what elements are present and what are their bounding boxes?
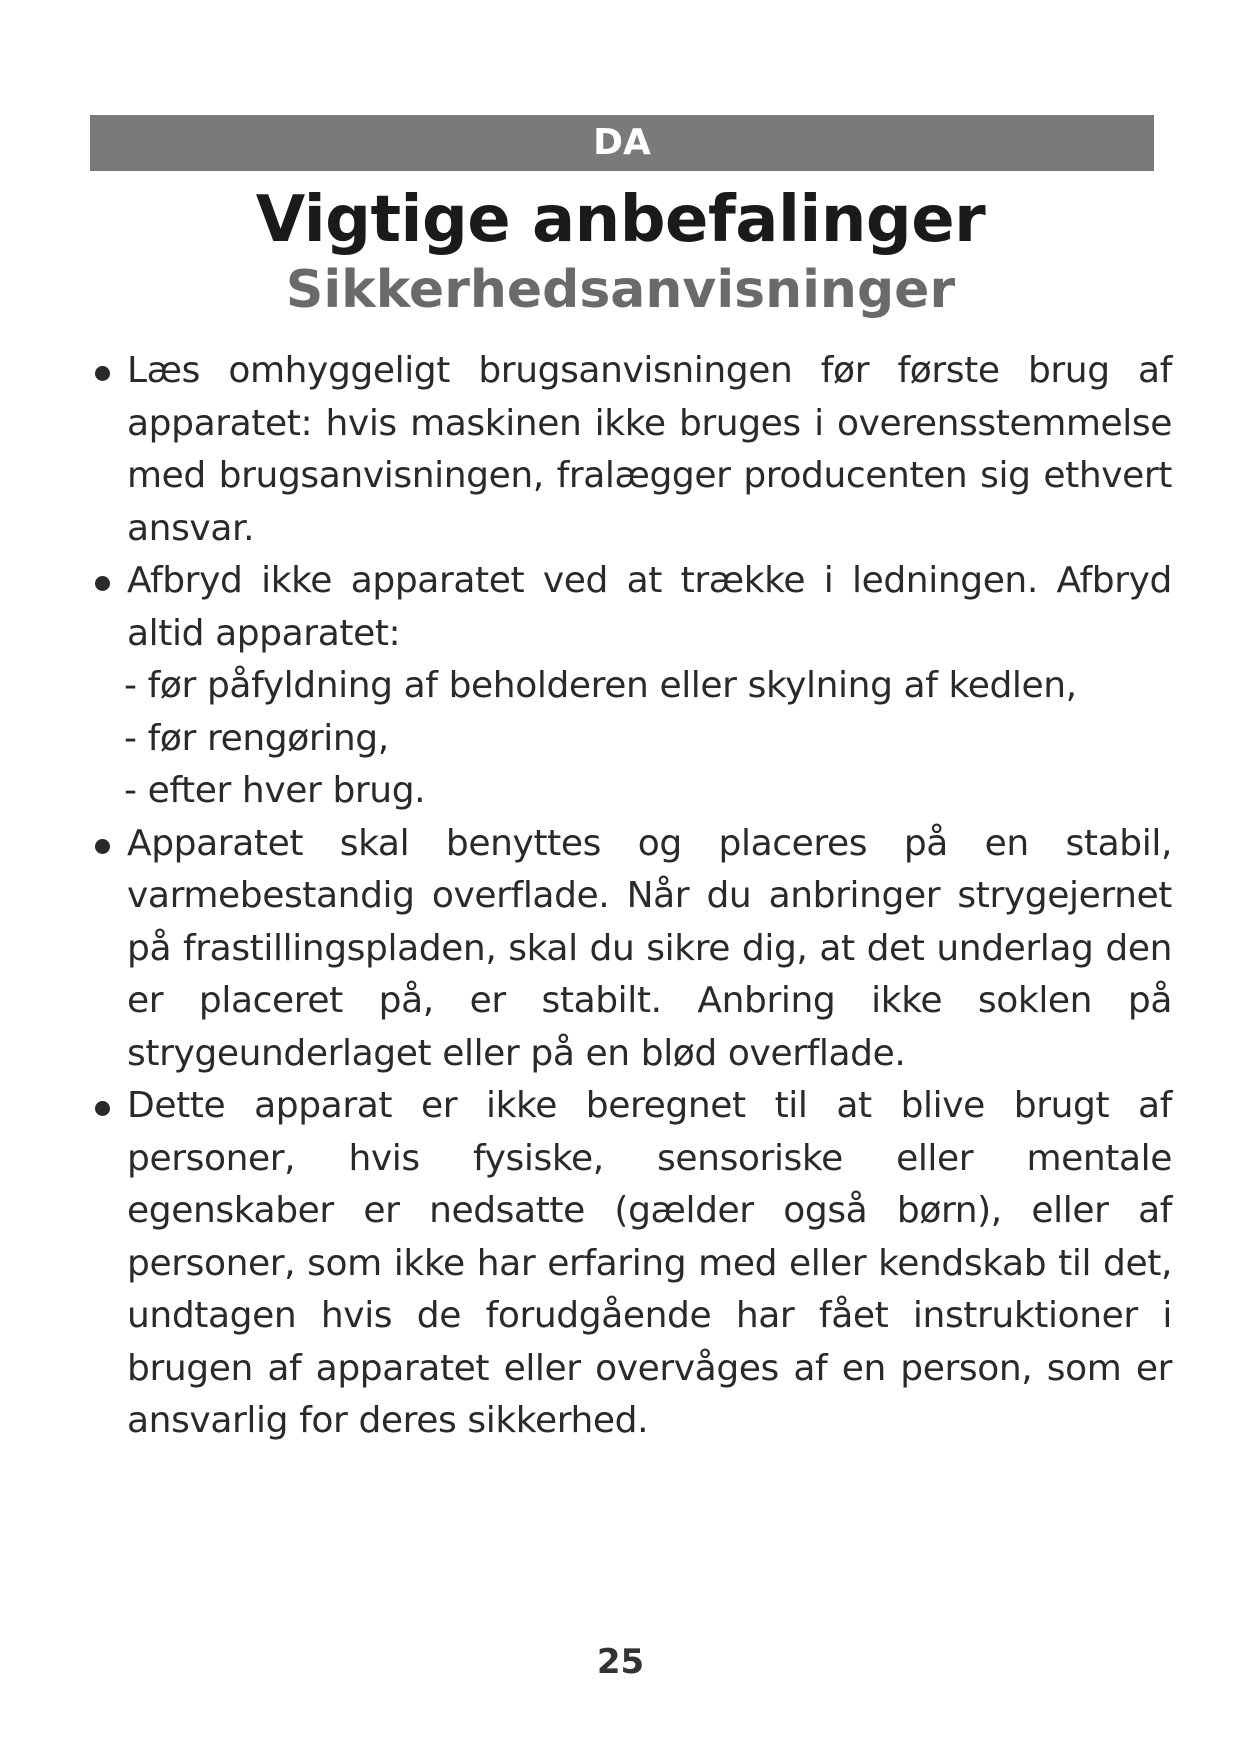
bullet-text: Læs omhyggeligt brugsanvisningen før første brug af apparatet: hvis maskinen ikke bruges i overensstemmelse med brugsanvisningen, fralægger producenten sig ethvert ansvar. [127, 350, 1172, 549]
bullet-text: Dette apparat er ikke beregnet til at blive brugt af personer, hvis fysiske, sensoriske eller mentale egenskaber er nedsatte (gælder også børn), eller af personer, som ikke har erfaring med eller kendskab til det, undtagen hvis de forudgående har fået instruktioner i brugen af apparatet eller overvåges af en person, som er ansvarlig for deres sikkerhed. [127, 1085, 1172, 1441]
list-item [92, 1080, 1172, 1448]
bullet-icon [95, 1101, 110, 1116]
language-bar [90, 115, 1154, 171]
page-subtitle: Sikkerhedsanvisninger [285, 260, 956, 320]
page-title: Vigtige anbefalinger [255, 183, 986, 257]
bullet-text: Apparatet skal benyttes og placeres på en stabil, varmebestandig overflade. Når du anbringer strygejernet på frastillingspladen, skal du sikre dig, at det underlag den er placeret på, er stabilt. Anbring ikke soklen på strygeunderlaget eller på en blød overflade. [127, 822, 1172, 1074]
sub-item: - efter hver brug. [124, 770, 426, 811]
bullet-icon [95, 839, 110, 854]
bullet-icon [95, 366, 110, 381]
bullet-text: Afbryd ikke apparatet ved at trække i ledningen. Afbryd altid apparatet: [127, 560, 1172, 654]
page-number: 25 [596, 1642, 645, 1682]
sub-item: - før rengøring, [124, 717, 389, 759]
list-item [92, 345, 1172, 555]
safety-instructions [92, 345, 1172, 1448]
list-item [92, 555, 1172, 660]
language-code: DA [593, 122, 651, 163]
bullet-icon [95, 576, 110, 591]
sub-item: - før påfyldning af beholderen eller skylning af kedlen, [124, 665, 1077, 706]
list-item [92, 818, 1172, 1081]
